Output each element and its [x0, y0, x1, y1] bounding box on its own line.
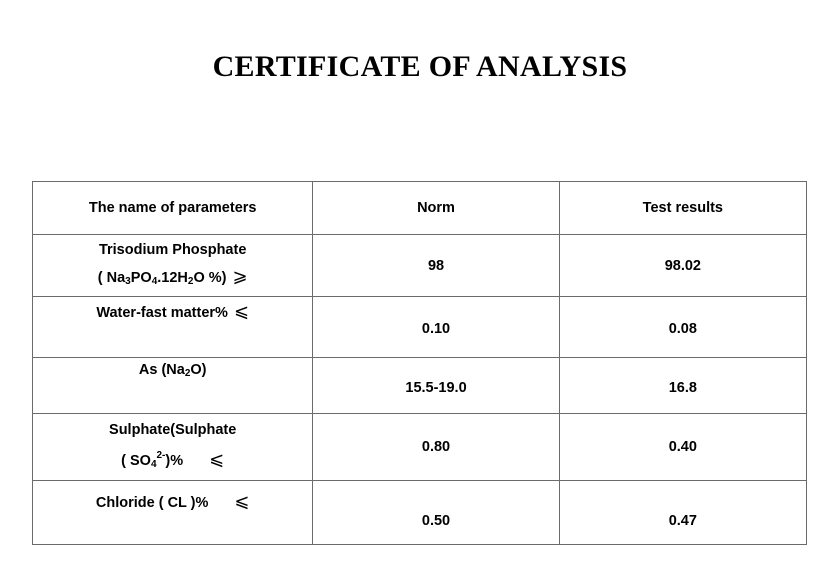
parameter-formula: [33, 263, 312, 295]
norm-cell: [313, 297, 559, 358]
formula-part: O %): [193, 269, 227, 286]
norm-cell: 0.80: [313, 414, 559, 481]
header-test-results: Test results: [559, 182, 806, 235]
table-header-row: [33, 182, 807, 235]
result-value: 16.8: [668, 379, 697, 396]
formula-superscript: 2-: [156, 449, 166, 461]
parameter-cell: [33, 235, 313, 297]
norm-value: 0.50: [421, 513, 451, 529]
less-equal-symbol: ⩽: [234, 491, 250, 511]
table-row: [33, 235, 807, 297]
result-value: 0.08: [668, 321, 697, 337]
formula-subscript: 3: [125, 275, 131, 287]
formula-part: PO: [130, 269, 152, 286]
norm-cell: [313, 358, 559, 414]
result-value: 0.47: [668, 513, 697, 529]
parameter-cell: [33, 297, 313, 358]
formula-subscript: 2: [187, 275, 194, 287]
result-cell: [559, 358, 806, 414]
formula-part: As (Na: [138, 362, 185, 378]
less-equal-symbol: ⩽: [233, 301, 250, 321]
formula-part: O): [190, 362, 207, 378]
parameter-cell: [33, 414, 313, 481]
norm-value: 15.5-19.0: [405, 379, 467, 396]
less-equal-symbol: ⩽: [209, 448, 225, 469]
parameter-name: Water-fast matter%: [96, 305, 228, 321]
result-cell: 98.02: [559, 235, 806, 297]
parameter-name: Chloride ( CL )%: [95, 495, 209, 511]
header-norm: Norm: [313, 182, 559, 235]
table-row: [33, 414, 807, 481]
parameter-cell: [33, 358, 313, 414]
parameter-formula: [33, 443, 312, 478]
formula-subscript: 4: [150, 458, 157, 470]
formula-part: )%: [165, 452, 184, 469]
parameter-name: Sulphate(Sulphate: [109, 421, 237, 438]
result-cell: [559, 297, 806, 358]
formula-part: ( Na: [97, 269, 126, 286]
result-cell: 0.40: [559, 414, 806, 481]
greater-equal-symbol: ⩾: [232, 265, 248, 286]
table-row: [33, 481, 807, 545]
norm-cell: [313, 481, 559, 545]
parameter-name: [139, 362, 207, 378]
formula-subscript: 4: [151, 275, 158, 287]
result-cell: [559, 481, 806, 545]
norm-value: 0.10: [421, 321, 451, 337]
table-row: [33, 297, 807, 358]
formula-subscript: 2: [184, 368, 191, 379]
table-row: [33, 358, 807, 414]
parameter-name: Trisodium Phosphate: [98, 241, 247, 258]
formula-part: ( SO: [121, 452, 151, 469]
analysis-table: [32, 181, 807, 545]
document-title: CERTIFICATE OF ANALYSIS: [212, 50, 628, 83]
parameter-cell: [33, 481, 313, 545]
formula-part: .12H: [157, 269, 188, 286]
header-parameter: The name of parameters: [33, 182, 313, 235]
norm-cell: 98: [313, 235, 559, 297]
